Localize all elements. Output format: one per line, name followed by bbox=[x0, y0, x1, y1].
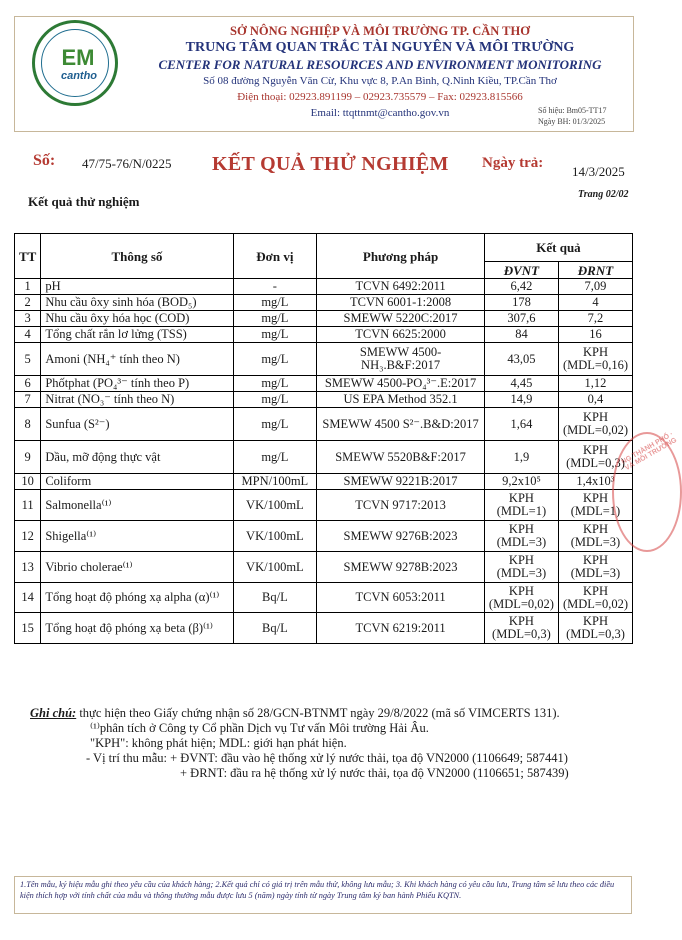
row-tt: 10 bbox=[15, 474, 41, 490]
row-result-dvnt: 43,05 bbox=[484, 343, 558, 376]
row-method: SMEWW 4500 S²⁻.B&D:2017 bbox=[317, 408, 485, 441]
row-result-dvnt: 4,45 bbox=[484, 376, 558, 392]
row-unit: mg/L bbox=[233, 311, 317, 327]
table-row bbox=[15, 613, 633, 644]
col-header-unit: Đơn vị bbox=[233, 234, 317, 279]
row-unit: mg/L bbox=[233, 441, 317, 474]
row-tt: 8 bbox=[15, 408, 41, 441]
notes-line-1: thực hiện theo Giấy chứng nhận số 28/GCN-BTNMT ngày 29/8/2022 (mã số VIMCERTS 131). bbox=[79, 706, 560, 720]
row-method: TCVN 6625:2000 bbox=[317, 327, 485, 343]
ministry-name: SỞ NÔNG NGHIỆP VÀ MÔI TRƯỜNG TP. CẦN THƠ bbox=[230, 24, 530, 38]
row-result-drnt: KPH (MDL=0,3) bbox=[558, 613, 632, 644]
row-parameter: Vibrio cholerae⁽¹⁾ bbox=[41, 552, 233, 583]
row-tt: 6 bbox=[15, 376, 41, 392]
row-result-dvnt: 1,64 bbox=[484, 408, 558, 441]
row-parameter: Tổng hoạt độ phóng xạ alpha (α)⁽¹⁾ bbox=[41, 583, 233, 613]
row-unit: mg/L bbox=[233, 376, 317, 392]
document-issue-date: Ngày BH: 01/3/2025 bbox=[538, 117, 606, 126]
row-tt: 3 bbox=[15, 311, 41, 327]
row-method: SMEWW 4500-PO₄³⁻.E:2017 bbox=[317, 376, 485, 392]
table-row bbox=[15, 552, 633, 583]
table-row bbox=[15, 583, 633, 613]
table-row bbox=[15, 279, 633, 295]
stamp-text: NG THÀNH PHỐ · VÀ MÔI TRƯỜNG bbox=[620, 430, 679, 473]
row-result-drnt: 4 bbox=[558, 295, 632, 311]
row-method: SMEWW 9276B:2023 bbox=[317, 521, 485, 552]
row-parameter: Phốtphat (PO₄³⁻ tính theo P) bbox=[41, 376, 233, 392]
notes bbox=[30, 706, 640, 781]
table-row bbox=[15, 490, 633, 521]
center-name-en: CENTER FOR NATURAL RESOURCES AND ENVIRONMENT MONITORING bbox=[158, 57, 602, 72]
row-parameter: Amoni (NH₄⁺ tính theo N) bbox=[41, 343, 233, 376]
row-unit: VK/100mL bbox=[233, 490, 317, 521]
report-subtitle: Kết quả thử nghiệm bbox=[28, 194, 140, 209]
row-method: US EPA Method 352.1 bbox=[317, 392, 485, 408]
row-result-drnt: KPH (MDL=0,16) bbox=[558, 343, 632, 376]
row-result-dvnt: KPH (MDL=0,02) bbox=[484, 583, 558, 613]
table-row bbox=[15, 408, 633, 441]
row-unit: Bq/L bbox=[233, 583, 317, 613]
row-tt: 14 bbox=[15, 583, 41, 613]
col-header-result: Kết quả bbox=[484, 234, 632, 262]
row-unit: VK/100mL bbox=[233, 552, 317, 583]
row-result-dvnt: 14,9 bbox=[484, 392, 558, 408]
row-parameter: Coliform bbox=[41, 474, 233, 490]
col-header-parameter: Thông số bbox=[41, 234, 233, 279]
row-parameter: Nitrat (NO₃⁻ tính theo N) bbox=[41, 392, 233, 408]
logo-subtext: cantho bbox=[60, 70, 98, 82]
row-parameter: Dầu, mỡ động thực vật bbox=[41, 441, 233, 474]
table-row bbox=[15, 392, 633, 408]
notes-line-5: + ĐRNT: đầu ra hệ thống xử lý nước thải, tọa độ VN2000 (1106651; 587439) bbox=[180, 766, 569, 780]
table-row bbox=[15, 327, 633, 343]
table-row bbox=[15, 474, 633, 490]
row-result-dvnt: 307,6 bbox=[484, 311, 558, 327]
row-method: TCVN 6053:2011 bbox=[317, 583, 485, 613]
row-method: SMEWW 9278B:2023 bbox=[317, 552, 485, 583]
table-row bbox=[15, 441, 633, 474]
row-result-dvnt: 6,42 bbox=[484, 279, 558, 295]
row-unit: Bq/L bbox=[233, 613, 317, 644]
center-email: Email: ttqttnmt@cantho.gov.vn bbox=[310, 107, 450, 119]
row-result-drnt: KPH (MDL=3) bbox=[558, 521, 632, 552]
row-result-dvnt: 1,9 bbox=[484, 441, 558, 474]
row-tt: 12 bbox=[15, 521, 41, 552]
row-unit: - bbox=[233, 279, 317, 295]
row-tt: 15 bbox=[15, 613, 41, 644]
col-header-tt: TT bbox=[15, 234, 41, 279]
table-row bbox=[15, 311, 633, 327]
row-parameter: Nhu cầu ôxy hóa học (COD) bbox=[41, 311, 233, 327]
row-unit: MPN/100mL bbox=[233, 474, 317, 490]
table-row bbox=[15, 295, 633, 311]
row-result-drnt: 7,09 bbox=[558, 279, 632, 295]
row-result-drnt: 0,4 bbox=[558, 392, 632, 408]
row-parameter: Salmonella⁽¹⁾ bbox=[41, 490, 233, 521]
row-method: SMEWW 4500-NH₃.B&F:2017 bbox=[317, 343, 485, 376]
row-unit: mg/L bbox=[233, 327, 317, 343]
row-result-drnt: 1,12 bbox=[558, 376, 632, 392]
row-method: SMEWW 5520B&F:2017 bbox=[317, 441, 485, 474]
row-tt: 4 bbox=[15, 327, 41, 343]
row-result-drnt: 16 bbox=[558, 327, 632, 343]
row-unit: mg/L bbox=[233, 392, 317, 408]
row-result-dvnt: 9,2x10⁵ bbox=[484, 474, 558, 490]
row-method: TCVN 9717:2013 bbox=[317, 490, 485, 521]
row-unit: mg/L bbox=[233, 408, 317, 441]
notes-label: Ghi chú: bbox=[30, 706, 77, 720]
col-header-dvnt: ĐVNT bbox=[484, 262, 558, 279]
row-result-dvnt: KPH (MDL=3) bbox=[484, 521, 558, 552]
row-parameter: Tổng hoạt độ phóng xạ beta (β)⁽¹⁾ bbox=[41, 613, 233, 644]
return-date-label: Ngày trả: bbox=[482, 155, 544, 171]
row-method: TCVN 6219:2011 bbox=[317, 613, 485, 644]
row-result-dvnt: KPH (MDL=1) bbox=[484, 490, 558, 521]
center-address: Số 08 đường Nguyễn Văn Cừ, Khu vực 8, P.An Bình, Q.Ninh Kiều, TP.Cần Thơ bbox=[203, 75, 557, 87]
col-header-drnt: ĐRNT bbox=[558, 262, 632, 279]
results-table bbox=[14, 233, 633, 644]
row-result-drnt: KPH (MDL=0,02) bbox=[558, 408, 632, 441]
row-tt: 2 bbox=[15, 295, 41, 311]
row-parameter: Nhu cầu ôxy sinh hóa (BOD₅) bbox=[41, 295, 233, 311]
row-unit: VK/100mL bbox=[233, 521, 317, 552]
row-result-drnt: 1,4x10³ bbox=[558, 474, 632, 490]
row-method: SMEWW 5220C:2017 bbox=[317, 311, 485, 327]
col-header-method: Phương pháp bbox=[317, 234, 485, 279]
cem-logo bbox=[32, 20, 118, 106]
report-number-label: Số: bbox=[33, 152, 56, 169]
row-method: SMEWW 9221B:2017 bbox=[317, 474, 485, 490]
notes-line-2: ⁽¹⁾phân tích ở Công ty Cổ phần Dịch vụ Tư vấn Môi trường Hải Âu. bbox=[90, 721, 429, 735]
report-title: KẾT QUẢ THỬ NGHIỆM bbox=[212, 153, 449, 175]
row-result-dvnt: KPH (MDL=0,3) bbox=[484, 613, 558, 644]
return-date: 14/3/2025 bbox=[572, 164, 625, 179]
row-parameter: Sunfua (S²⁻) bbox=[41, 408, 233, 441]
row-tt: 7 bbox=[15, 392, 41, 408]
row-method: TCVN 6492:2011 bbox=[317, 279, 485, 295]
official-stamp bbox=[612, 432, 682, 552]
report-number: 47/75-76/N/0225 bbox=[82, 156, 172, 171]
notes-line-3: "KPH": không phát hiện; MDL: giới hạn phát hiện. bbox=[90, 736, 347, 750]
document-code: Số hiệu: Bm05-TT17 bbox=[538, 106, 607, 115]
table-row bbox=[15, 343, 633, 376]
row-unit: mg/L bbox=[233, 295, 317, 311]
row-tt: 13 bbox=[15, 552, 41, 583]
row-result-dvnt: 178 bbox=[484, 295, 558, 311]
page-number: Trang 02/02 bbox=[578, 189, 629, 200]
row-method: TCVN 6001-1:2008 bbox=[317, 295, 485, 311]
row-parameter: pH bbox=[41, 279, 233, 295]
row-tt: 1 bbox=[15, 279, 41, 295]
center-name-vi: TRUNG TÂM QUAN TRẮC TÀI NGUYÊN VÀ MÔI TRƯỜNG bbox=[185, 40, 575, 55]
row-result-drnt: KPH (MDL=0,3) bbox=[558, 441, 632, 474]
row-result-dvnt: KPH (MDL=3) bbox=[484, 552, 558, 583]
footer-note: 1.Tên mẫu, ký hiệu mẫu ghi theo yêu cầu của khách hàng; 2.Kết quả chỉ có giá trị trên mẫu thử, không lưu mẫu; 3. Khi khách hàng có yêu cầu lưu, Trung tâm sẽ lưu theo các điều kiện thích hợp với tính chất của mẫu và thông thường mẫu được lưu 5 (năm) ngày tính từ ngày Trung tâm ký ban hành Phiếu KQTN. bbox=[14, 876, 632, 914]
row-unit: mg/L bbox=[233, 343, 317, 376]
row-parameter: Tổng chất rắn lơ lửng (TSS) bbox=[41, 327, 233, 343]
center-phone: Điện thoại: 02923.891199 – 02923.735579 – Fax: 02923.815566 bbox=[237, 91, 523, 103]
notes-line-4: - Vị trí thu mẫu: + ĐVNT: đầu vào hệ thống xử lý nước thải, tọa độ VN2000 (1106649; 587441) bbox=[86, 751, 568, 765]
row-tt: 11 bbox=[15, 490, 41, 521]
row-tt: 5 bbox=[15, 343, 41, 376]
row-result-drnt: KPH (MDL=0,02) bbox=[558, 583, 632, 613]
row-result-drnt: KPH (MDL=1) bbox=[558, 490, 632, 521]
row-result-drnt: KPH (MDL=3) bbox=[558, 552, 632, 583]
row-result-dvnt: 84 bbox=[484, 327, 558, 343]
table-row bbox=[15, 376, 633, 392]
row-parameter: Shigella⁽¹⁾ bbox=[41, 521, 233, 552]
logo-text: EM bbox=[61, 45, 95, 70]
row-tt: 9 bbox=[15, 441, 41, 474]
table-row bbox=[15, 521, 633, 552]
row-result-drnt: 7,2 bbox=[558, 311, 632, 327]
